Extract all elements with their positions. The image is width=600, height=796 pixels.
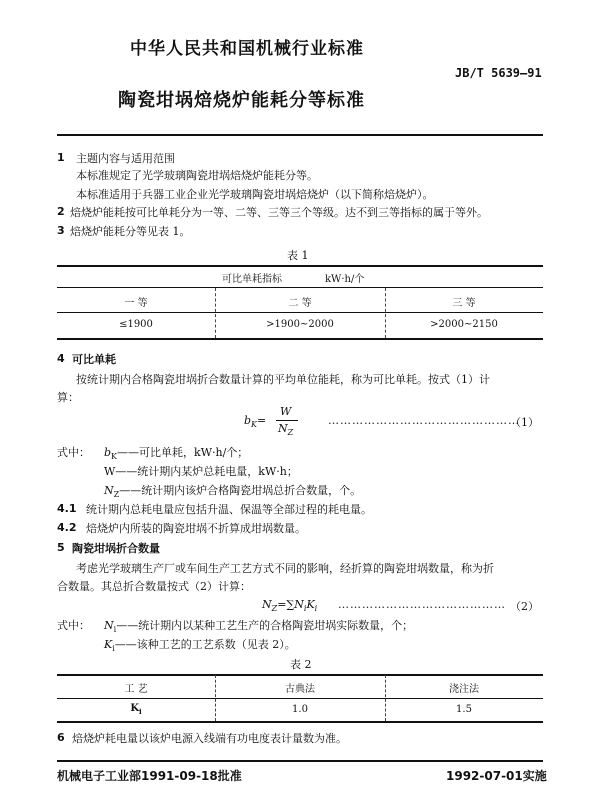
section-6-number: 6 bbox=[57, 731, 65, 744]
table-2-rule-1 bbox=[57, 698, 543, 699]
document-title: 陶瓷坩埚焙烧炉能耗分等标准 bbox=[118, 90, 365, 111]
section-4-heading: 可比单耗 bbox=[72, 353, 116, 366]
section-4-where-label: 式中： bbox=[57, 446, 90, 459]
formula-1-fraction-bar bbox=[276, 420, 298, 421]
section-3-number: 3 bbox=[57, 224, 65, 237]
standard-code: JB/T 5639—91 bbox=[455, 66, 542, 80]
table-1-header-1: 一 等 bbox=[124, 298, 148, 309]
formula-2-equation-number: （2） bbox=[510, 600, 539, 613]
table-2-header-3: 浇注法 bbox=[449, 684, 479, 695]
formula-2: $N_Z=\sum N_iK_i$ bbox=[262, 598, 318, 614]
section-5-paragraph-1: 考虑光学玻璃生产厂或车间生产工艺方式不同的影响，经折算的陶瓷坩埚数量，称为折 bbox=[76, 562, 494, 575]
footer-rule bbox=[57, 760, 543, 762]
table-1-rule-1 bbox=[57, 287, 543, 288]
table-2-bottom-rule bbox=[57, 721, 543, 723]
table-1-value-1: ≤1900 bbox=[119, 319, 153, 330]
section-4-1-text: 统计期内总耗电量应包括升温、保温等全部过程的耗电量。 bbox=[86, 503, 372, 516]
table-1-divider-1 bbox=[215, 288, 216, 338]
section-3-text: 焙烧炉能耗分等见表 1。 bbox=[70, 225, 191, 238]
section-1-paragraph-1: 本标准规定了光学玻璃陶瓷坩埚焙烧炉能耗分等。 bbox=[76, 169, 318, 182]
table-2-divider-2 bbox=[385, 675, 386, 721]
section-1-number: 1 bbox=[57, 151, 65, 164]
table-2-value-1: 1.0 bbox=[292, 704, 308, 715]
implementation-date: 1992-07-01实施 bbox=[446, 769, 547, 783]
formula-2-leader: …………………………………… bbox=[338, 598, 506, 611]
table-1-rule-2 bbox=[57, 312, 543, 313]
table-1-header-2: 二 等 bbox=[288, 298, 312, 309]
section-4-number: 4 bbox=[57, 352, 65, 365]
table-1-value-2: >1900~2000 bbox=[266, 319, 334, 330]
formula-1-denominator: $N_Z$ bbox=[278, 422, 294, 438]
section-1-paragraph-2: 本标准适用于兵器工业企业光学玻璃陶瓷坩埚焙烧炉（以下简称焙烧炉）。 bbox=[76, 188, 434, 201]
formula-1-leader: ………………………………………… bbox=[328, 414, 520, 427]
section-4-paragraph-1-cont: 算： bbox=[57, 391, 79, 404]
table-1-header-3: 三 等 bbox=[452, 298, 476, 309]
section-1-heading: 主题内容与适用范围 bbox=[76, 152, 175, 165]
table-2-row-label: $K_i$ bbox=[130, 703, 142, 716]
formula-1-numerator: W bbox=[280, 405, 292, 418]
section-5-heading: 陶瓷坩埚折合数量 bbox=[72, 542, 160, 555]
table-2-top-rule bbox=[57, 674, 543, 676]
table-1-bottom-rule bbox=[57, 338, 543, 340]
table-2-header-2: 古典法 bbox=[285, 684, 315, 695]
section-4-2-number: 4.2 bbox=[57, 521, 77, 534]
table-2-caption: 表 2 bbox=[290, 658, 312, 671]
table-2-header-1: 工 艺 bbox=[124, 684, 148, 695]
table-2-value-2: 1.5 bbox=[456, 704, 472, 715]
definition-ki: $K_i——$该种工艺的工艺系数（见表 2）。 bbox=[104, 638, 296, 654]
section-5-paragraph-1-cont: 合数量。其总折合数量按式（2）计算： bbox=[57, 580, 251, 593]
section-2-text: 焙烧炉能耗按可比单耗分为一等、二等、三等三个等级。达不到三等指标的属于等外。 bbox=[70, 206, 488, 219]
formula-1: $b_K=$ bbox=[244, 414, 267, 430]
table-2-divider-1 bbox=[215, 675, 216, 721]
section-4-1-number: 4.1 bbox=[57, 502, 77, 515]
table-1-span-header: 可比单耗指标 bbox=[222, 274, 282, 285]
table-1-divider-2 bbox=[385, 288, 386, 338]
section-6-text: 焙烧炉耗电量以该炉电源入线端有功电度表计量数为准。 bbox=[72, 732, 347, 745]
table-1-top-rule bbox=[57, 265, 543, 267]
approval-note: 机械电子工业部1991-09-18批准 bbox=[57, 769, 242, 783]
section-4-paragraph-1: 按统计期内合格陶瓷坩埚折合数量计算的平均单位能耗，称为可比单耗。按式（1）计 bbox=[76, 373, 490, 386]
header-rule bbox=[57, 134, 543, 136]
definition-w: W——统计期内某炉总耗电量，kW·h； bbox=[104, 465, 298, 478]
table-1-value-3: >2000~2150 bbox=[430, 319, 498, 330]
section-5-number: 5 bbox=[57, 541, 65, 554]
table-1-caption: 表 1 bbox=[287, 249, 309, 262]
definition-nz: $N_Z——$统计期内该炉合格陶瓷坩埚总折合数量，个。 bbox=[104, 484, 362, 500]
definition-bk: $b_K——$可比单耗，kW·h/个； bbox=[104, 446, 249, 462]
issuing-organization: 中华人民共和国机械行业标准 bbox=[130, 39, 364, 59]
formula-1-equation-number: （1） bbox=[510, 416, 539, 429]
section-4-2-text: 焙烧炉内所装的陶瓷坩埚不折算成坩埚数量。 bbox=[86, 522, 306, 535]
table-1-unit: kW·h/个 bbox=[325, 274, 365, 285]
section-2-number: 2 bbox=[57, 205, 65, 218]
section-5-where-label: 式中： bbox=[57, 619, 90, 632]
definition-ni: $N_i——$统计期内以某种工艺生产的合格陶瓷坩埚实际数量，个； bbox=[104, 619, 414, 635]
